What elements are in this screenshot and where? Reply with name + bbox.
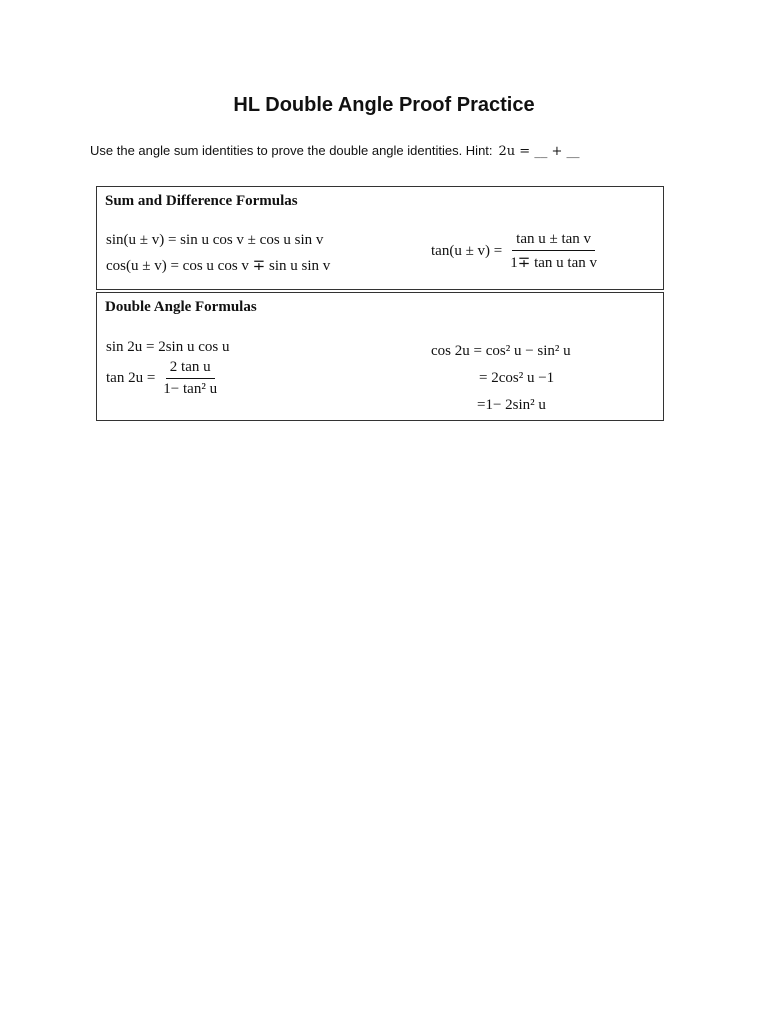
sin-sum-formula: sin(u ± v) = sin u cos v ± cos u sin v xyxy=(106,232,324,248)
tan-sum-denominator: 1∓ tan u tan v xyxy=(510,255,597,271)
sum-difference-box xyxy=(96,186,664,290)
page-title: HL Double Angle Proof Practice xyxy=(233,94,535,116)
cos-sum-formula: cos(u ± v) = cos u cos v ∓ sin u sin v xyxy=(106,258,331,274)
tan-double-numerator: 2 tan u xyxy=(166,359,215,379)
tan-double-formula xyxy=(106,359,221,398)
hint-math: 2u = __ + __ xyxy=(498,144,580,159)
tan-sum-fraction xyxy=(506,231,601,272)
instructions xyxy=(90,143,580,159)
sum-difference-heading: Sum and Difference Formulas xyxy=(105,193,298,209)
double-angle-heading: Double Angle Formulas xyxy=(105,299,257,315)
instructions-text: Use the angle sum identities to prove the double angle identities. Hint: xyxy=(90,143,493,158)
sin-double-formula: sin 2u = 2sin u cos u xyxy=(106,339,230,355)
double-angle-box xyxy=(96,292,664,421)
tan-sum-lhs: tan(u ± v) = xyxy=(431,243,503,259)
cos-double-line-1: cos 2u = cos² u − sin² u xyxy=(431,343,571,359)
tan-double-fraction xyxy=(159,359,221,398)
tan-double-lhs: tan 2u = xyxy=(106,370,156,386)
tan-sum-formula xyxy=(431,231,601,272)
tan-double-denominator: 1− tan² u xyxy=(163,381,218,397)
cos-double-line-2: = 2cos² u −1 xyxy=(479,370,555,386)
cos-double-line-3: =1− 2sin² u xyxy=(477,397,546,413)
tan-sum-numerator: tan u ± tan v xyxy=(512,231,595,251)
